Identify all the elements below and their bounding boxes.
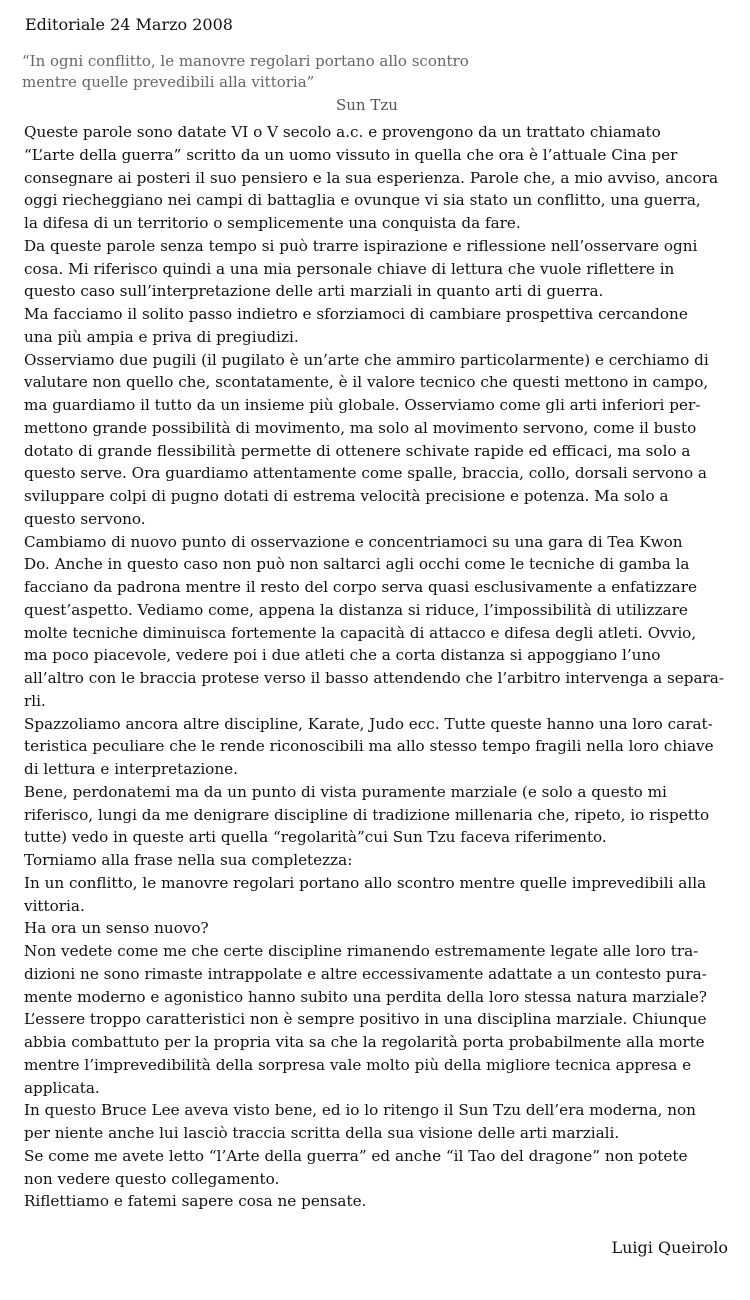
body-line: una più ampia e priva di pregiudizi. — [24, 327, 299, 346]
article-body — [24, 121, 724, 1213]
body-line: questo servono. — [24, 509, 146, 528]
body-line: Bene, perdonatemi ma da un punto di vista puramente marziale (e solo a questo mi — [24, 782, 667, 801]
body-line: ma poco piacevole, vedere poi i due atleti che a corta distanza si appoggiano l’uno — [24, 646, 661, 665]
body-line: vittoria. — [24, 896, 85, 915]
quote-line: “In ogni conflitto, le manovre regolari portano allo scontro — [22, 52, 469, 70]
body-line: L’essere troppo caratteristici non è sempre positivo in una disciplina marziale. Chiunque — [24, 1010, 707, 1029]
body-line: questo caso sull’interpretazione delle arti marziali in quanto arti di guerra. — [24, 282, 604, 301]
body-line: Ha ora un senso nuovo? — [24, 919, 209, 938]
body-line: all’altro con le braccia protese verso il basso attendendo che l’arbitro intervenga a separa- — [24, 669, 724, 687]
body-line: teristica peculiare che le rende riconoscibili ma allo stesso tempo fragili nella loro chiave — [24, 737, 714, 756]
body-line: tutte) vedo in queste arti quella “regolarità”cui Sun Tzu faceva riferimento. — [24, 828, 607, 847]
body-line: cosa. Mi riferisco quindi a una mia personale chiave di lettura che vuole riflettere in — [24, 259, 675, 278]
body-line: rli. — [24, 691, 46, 710]
body-line: mentre l’imprevedibilità della sorpresa vale molto più della migliore tecnica appresa e — [24, 1055, 692, 1074]
body-line: abbia combattuto per la propria vita sa che la regolarità porta probabilmente alla morte — [24, 1033, 705, 1051]
body-line: “L’arte della guerra” scritto da un uomo vissuto in quella che ora è l’attuale Cina per — [24, 145, 678, 164]
body-line: quest’aspetto. Vediamo come, appena la distanza si riduce, l’impossibilità di utilizzare — [24, 600, 688, 619]
body-line: applicata. — [24, 1078, 100, 1097]
body-line: Do. Anche in questo caso non può non saltarci agli occhi come le tecniche di gamba la — [24, 555, 690, 574]
body-line: facciano da padrona mentre il resto del corpo serva quasi esclusivamente a enfatizzare — [24, 578, 697, 596]
body-line: Da queste parole senza tempo si può trarre ispirazione e riflessione nell’osservare ogni — [24, 236, 698, 255]
body-line: Ma facciamo il solito passo indietro e sforziamoci di cambiare prospettiva cercandone — [24, 305, 688, 323]
body-line: mente moderno e agonistico hanno subito una perdita della loro stessa natura marziale? — [24, 987, 707, 1006]
author-signature: Luigi Queirolo — [611, 1238, 728, 1257]
body-line: sviluppare colpi di pugno dotati di estrema velocità precisione e potenza. Ma solo a — [24, 487, 669, 505]
body-line: la difesa di un territorio o semplicemente una conquista da fare. — [24, 214, 521, 232]
body-line: In questo Bruce Lee aveva visto bene, ed io lo ritengo il Sun Tzu dell’era moderna, non — [24, 1101, 696, 1120]
body-line: valutare non quello che, scontatamente, è il valore tecnico che questi mettono in campo, — [24, 373, 709, 392]
body-line: per niente anche lui lasciò traccia scritta della sua visione delle arti marziali. — [24, 1124, 620, 1142]
editorial-title: Editoriale 24 Marzo 2008 — [25, 15, 233, 34]
body-line: ma guardiamo il tutto da un insieme più globale. Osserviamo come gli arti inferiori per- — [24, 396, 701, 414]
body-line: dotato di grande flessibilità permette di ottenere schivate rapide ed efficaci, ma solo a — [24, 441, 691, 460]
epigraph-quote — [22, 51, 522, 93]
body-line: Riflettiamo e fatemi sapere cosa ne pensate. — [24, 1192, 367, 1211]
body-line: Osserviamo due pugili (il pugilato è un’arte che ammiro particolarmente) e cerchiamo di — [24, 350, 709, 369]
quote-line: mentre quelle prevedibili alla vittoria” — [22, 73, 315, 91]
body-line: Non vedete come me che certe discipline rimanendo estremamente legate alle loro tra- — [24, 942, 699, 960]
body-line: Cambiamo di nuovo punto di osservazione e concentriamoci su una gara di Tea Kwon — [24, 532, 683, 551]
body-line: consegnare ai posteri il suo pensiero e la sua esperienza. Parole che, a mio avviso, ancora — [24, 168, 719, 187]
body-line: Spazzoliamo ancora altre discipline, Karate, Judo ecc. Tutte queste hanno una loro carat- — [24, 714, 713, 733]
body-line: riferisco, lungi da me denigrare discipline di tradizione millenaria che, ripeto, io rispetto — [24, 805, 710, 824]
body-line: oggi riecheggiano nei campi di battaglia e ovunque vi sia stato un conflitto, una guerra, — [24, 191, 701, 210]
body-line: mettono grande possibilità di movimento, ma solo al movimento servono, come il busto — [24, 418, 697, 437]
quote-author: Sun Tzu — [336, 96, 398, 114]
body-line: dizioni ne sono rimaste intrappolate e altre eccessivamente adattate a un contesto pura- — [24, 964, 707, 983]
body-line: di lettura e interpretazione. — [24, 760, 238, 778]
body-line: In un conflitto, le manovre regolari portano allo scontro mentre quelle imprevedibili alla — [24, 873, 707, 892]
body-line: Queste parole sono datate VI o V secolo a.c. e provengono da un trattato chiamato — [24, 123, 661, 141]
body-line: questo serve. Ora guardiamo attentamente come spalle, braccia, collo, dorsali servono a — [24, 464, 707, 483]
body-line: Se come me avete letto “l’Arte della guerra” ed anche “il Tao del dragone” non potete — [24, 1146, 688, 1165]
body-line: Torniamo alla frase nella sua completezza: — [24, 851, 353, 869]
body-line: non vedere questo collegamento. — [24, 1169, 280, 1188]
body-line: molte tecniche diminuisca fortemente la capacità di attacco e difesa degli atleti. Ovvio, — [24, 623, 697, 642]
